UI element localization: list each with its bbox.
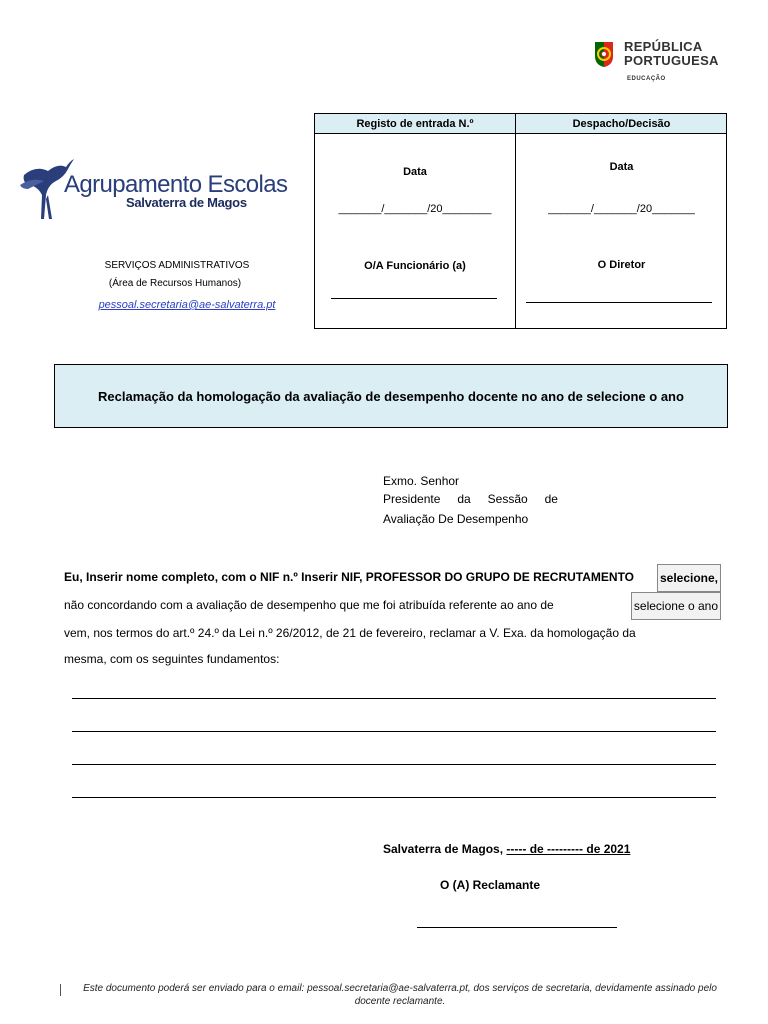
grounds-line[interactable] [72, 731, 716, 732]
paragraph-line [64, 592, 721, 620]
footer-line: Este documento poderá ser enviado para o email: pessoal.secretaria@ae-salvaterra.pt, dos serviços de secretaria, devidamente assinado pelo [83, 983, 717, 994]
addressee-word: Sessão [487, 492, 528, 506]
complaint-paragraph [64, 564, 721, 672]
footer-note [58, 982, 742, 1008]
footer-bar [60, 984, 61, 996]
addressee-body: Avaliação De Desempenho [383, 512, 529, 526]
paragraph-text: Eu, Inserir nome completo, com o NIF n.º Inserir NIF, PROFESSOR DO GRUPO DE RECRUTAMENTO [64, 570, 635, 584]
addressee-word: de [544, 492, 558, 506]
decision-header: Despacho/Decisão [572, 118, 671, 130]
signer-label: O (A) Reclamante [439, 878, 541, 892]
place-name: Salvaterra de Magos, [383, 842, 504, 856]
paragraph-line: vem, nos termos do art.º 24.º da Lei n.º 26/2012, de 21 de fevereiro, reclamar a V. Exa. da homologação da [64, 626, 636, 640]
table-divider [515, 114, 516, 328]
gov-logo-subtitle: EDUCAÇÃO [627, 76, 666, 82]
addressee-word: da [457, 492, 471, 506]
footer-line: docente reclamante. [354, 996, 446, 1007]
document-title-box [54, 364, 728, 428]
group-select-field[interactable]: selecione, [657, 564, 721, 592]
grounds-line[interactable] [72, 797, 716, 798]
school-name: Agrupamento Escolas [64, 171, 288, 198]
addressee-salutation: Exmo. Senhor [383, 474, 460, 488]
services-title: SERVIÇOS ADMINISTRATIVOS [104, 260, 250, 271]
addressee-role [383, 491, 558, 508]
director-signature-line[interactable] [526, 302, 712, 303]
paragraph-line [64, 564, 721, 592]
school-location: Salvaterra de Magos [126, 195, 247, 210]
paragraph-line: mesma, com os seguintes fundamentos: [64, 652, 280, 666]
entry-date-label: Data [403, 166, 427, 178]
services-area: (Área de Recursos Humanos) [108, 278, 242, 289]
decision-date-field[interactable]: _______/_______/20_______ [548, 203, 695, 215]
signer-signature-line[interactable] [417, 927, 617, 928]
services-email-link[interactable]: pessoal.secretaria@ae-salvaterra.pt [98, 299, 276, 311]
director-label: O Diretor [597, 259, 646, 271]
clerk-label: O/A Funcionário (a) [364, 260, 466, 272]
decision-date-label: Data [609, 161, 634, 173]
grounds-line[interactable] [72, 764, 716, 765]
registration-table [314, 113, 727, 329]
clerk-signature-line[interactable] [331, 298, 497, 299]
place-date [383, 842, 630, 856]
portugal-coat-of-arms-icon [593, 40, 615, 68]
registration-table-header [315, 114, 726, 134]
year-select-field[interactable]: selecione o ano [631, 592, 721, 620]
addressee-word: Presidente [383, 492, 441, 506]
grounds-line[interactable] [72, 698, 716, 699]
paragraph-text: não concordando com a avaliação de desempenho que me foi atribuída referente ao ano de [64, 598, 554, 612]
document-title: Reclamação da homologação da avaliação de desempenho docente no ano de selecione o ano [98, 389, 684, 404]
registration-entry-header: Registo de entrada N.º [356, 118, 474, 130]
gov-logo-title: REPÚBLICA PORTUGUESA [624, 39, 719, 68]
entry-date-field[interactable]: _______/_______/20________ [338, 203, 492, 215]
date-field[interactable]: ----- de --------- de 2021 [506, 842, 631, 856]
